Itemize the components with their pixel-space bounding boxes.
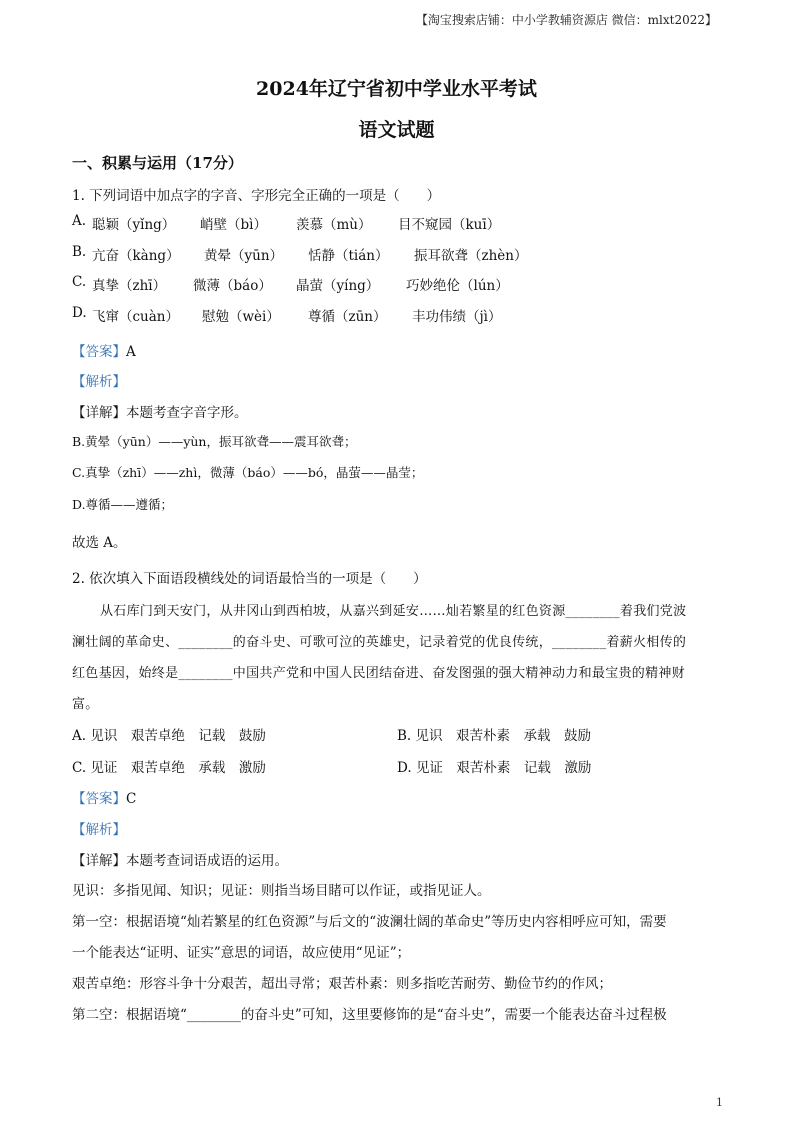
header-note: 【淘宝搜索店铺：中小学教辅资源店 微信：mlxt2022】 — [415, 13, 717, 27]
q1-stem: 1. 下列词语中加点字的字音、字形完全正确的一项是（ ） — [72, 188, 441, 204]
q2-detail-line: 见识：多指见闻、知识；见证：则指当场目睹可以作证，或指见证人。 — [72, 883, 491, 899]
q2-detail-line: 艰苦卓绝：形容斗争十分艰苦，超出寻常；艰苦朴素：则多指吃苦耐劳、勤俭节约的作风； — [72, 976, 612, 992]
q2-passage-line: 澜壮阔的革命史、________的奋斗史、可歌可泣的英雄史，记录着党的优良传统，________着薪火相传的 — [72, 635, 687, 650]
q2-passage-line: 从石库门到天安门，从井冈山到西柏坡，从嘉兴到延安……灿若繁星的红色资源________着我们党波 — [100, 604, 687, 619]
q2-passage-line: 红色基因，始终是________中国共产党和中国人民团结奋进、奋发图强的强大精神动力和最宝贵的精神财 — [72, 666, 685, 681]
q1-conclusion: 故选 A。 — [72, 535, 127, 551]
q2-detail-line: 一个能表达“证明、证实”意思的词语，故应使用“见证”； — [72, 945, 411, 961]
q1-detail-line: C.真挚（zhī）——zhì，微薄（báo）——bó，晶萤——晶莹； — [72, 465, 424, 480]
q2-option-b: B. 见识 艰苦朴素 承载 鼓励 — [397, 728, 592, 744]
q2-option-c: C. 见证 艰苦卓绝 承载 激励 — [72, 760, 266, 776]
q2-option-d: D. 见证 艰苦朴素 记载 激励 — [397, 760, 592, 776]
q2-detail-line: 第一空：根据语境“灿若繁星的红色资源”与后文的“波澜壮阔的革命史”等历史内容相呼应可知，需要 — [72, 914, 667, 930]
section-heading: 一、积累与运用（17分） — [72, 154, 243, 172]
q2-passage-line: 富。 — [72, 697, 99, 712]
q1-detail-line: D.尊循——遵循； — [72, 497, 174, 512]
q1-analysis-tag: 【解析】 — [72, 374, 126, 390]
q2-detail: 【详解】本题考查词语成语的运用。 — [72, 853, 288, 869]
q1-detail: 【详解】本题考查字音字形。 — [72, 405, 248, 421]
q2-detail-line: 第二空：根据语境“________的奋斗史”可知，这里要修饰的是“奋斗史”，需要一个能表达奋斗过程极 — [72, 1007, 667, 1023]
q1-answer: 【答案】A — [72, 344, 136, 360]
q2-stem: 2. 依次填入下面语段横线处的词语最恰当的一项是（ ） — [72, 571, 427, 587]
q1-detail-line: B.黄晕（yūn）——yùn，振耳欲聋——震耳欲聋； — [72, 434, 357, 449]
page-title: 2024年辽宁省初中学业水平考试 — [256, 78, 537, 100]
q2-analysis-tag: 【解析】 — [72, 822, 126, 838]
page-number: 1 — [716, 1096, 723, 1109]
q2-answer: 【答案】C — [72, 791, 137, 807]
q2-option-a: A. 见识 艰苦卓绝 记载 鼓励 — [72, 728, 266, 744]
page-subtitle: 语文试题 — [358, 119, 435, 141]
